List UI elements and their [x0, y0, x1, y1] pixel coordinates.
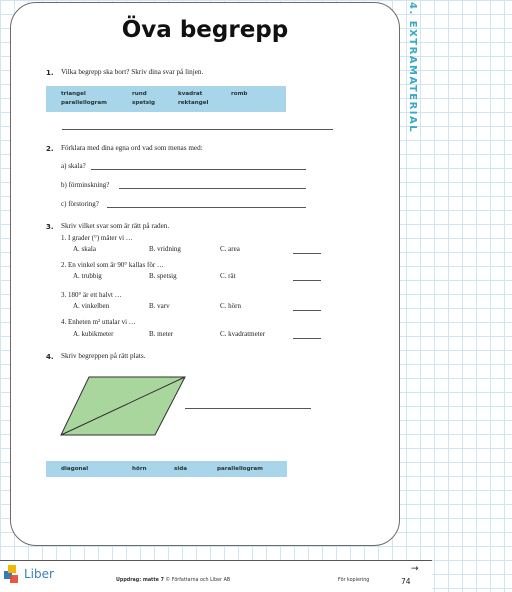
- question-1-text: Vilka begrepp ska bort? Skriv dina svar på linjen.: [61, 68, 204, 76]
- answer-line[interactable]: [91, 169, 306, 170]
- question-4-word-bank: [46, 461, 287, 477]
- question-4-text: Skriv begreppen på rätt plats.: [61, 352, 146, 360]
- page-number: 74: [401, 577, 411, 586]
- book-title: Uppdrag: matte 7: [116, 578, 164, 583]
- question-2a-label: a) skala?: [61, 162, 86, 170]
- question-3-text: Skriv vilket svar som är rätt på raden.: [61, 222, 170, 230]
- option-c: C. rät: [220, 272, 236, 280]
- option-b: B. meter: [149, 330, 174, 338]
- option-c: C. area: [220, 245, 240, 253]
- worksheet-card: [10, 2, 400, 546]
- word-bank-item: triangel: [61, 91, 86, 97]
- question-3-item-2: 2. En vinkel som är 90° kallas för …: [61, 261, 164, 269]
- option-a: A. skala: [73, 245, 96, 253]
- option-b: B. vridning: [149, 245, 181, 253]
- word-bank-item: sida: [174, 466, 188, 472]
- question-4-number: 4.: [46, 353, 54, 361]
- question-1-number: 1.: [46, 69, 54, 77]
- answer-line[interactable]: [62, 129, 333, 130]
- page-footer: [0, 560, 432, 592]
- word-bank-item: parallellogram: [61, 100, 107, 106]
- question-1-word-bank: [46, 86, 286, 112]
- question-3-number: 3.: [46, 223, 54, 231]
- question-3-item-3: 3. 180° är ett halvt …: [61, 291, 122, 299]
- option-a: A. vinkelben: [73, 302, 110, 310]
- option-b: B. spetsig: [149, 272, 177, 280]
- answer-line[interactable]: [293, 310, 321, 311]
- liber-logo-icon: [4, 565, 20, 583]
- question-2b-label: b) förminskning?: [61, 181, 110, 189]
- publisher-logo-text: Liber: [24, 567, 54, 581]
- answer-line[interactable]: [293, 253, 321, 254]
- answer-line[interactable]: [293, 338, 321, 339]
- word-bank-item: romb: [231, 91, 248, 97]
- next-page-arrow-icon[interactable]: →: [411, 564, 419, 574]
- word-bank-item: parallellogram: [217, 466, 263, 472]
- footer-copy-note: För kopiering: [338, 578, 370, 583]
- parallelogram-figure: [59, 373, 189, 439]
- answer-line[interactable]: [293, 280, 321, 281]
- answer-line[interactable]: [119, 188, 306, 189]
- section-side-label: 4. EXTRAMATERIAL: [407, 2, 418, 134]
- option-b: B. varv: [149, 302, 170, 310]
- question-2c-label: c) förstoring?: [61, 200, 99, 208]
- question-2-text: Förklara med dina egna ord vad som menas med:: [61, 144, 203, 152]
- option-c: C. hörn: [220, 302, 241, 310]
- answer-line[interactable]: [107, 207, 306, 208]
- copyright-text: © Författarna och Liber AB: [163, 578, 231, 583]
- word-bank-item: rektangel: [178, 100, 209, 106]
- question-3-item-1: 1. I grader (°) mäter vi …: [61, 234, 133, 242]
- word-bank-item: rund: [132, 91, 147, 97]
- word-bank-item: hörn: [132, 466, 147, 472]
- option-a: A. trubbig: [73, 272, 102, 280]
- question-2-number: 2.: [46, 145, 54, 153]
- footer-book-credit: [116, 578, 230, 583]
- option-a: A. kubikmeter: [73, 330, 114, 338]
- word-bank-item: kvadrat: [178, 91, 203, 97]
- option-c: C. kvadratmeter: [220, 330, 266, 338]
- question-3-item-4: 4. Enheten m² uttalar vi …: [61, 318, 136, 326]
- word-bank-item: spetsig: [132, 100, 156, 106]
- answer-line[interactable]: [185, 408, 311, 409]
- page-title: Öva begrepp: [121, 17, 289, 43]
- word-bank-item: diagonal: [61, 466, 89, 472]
